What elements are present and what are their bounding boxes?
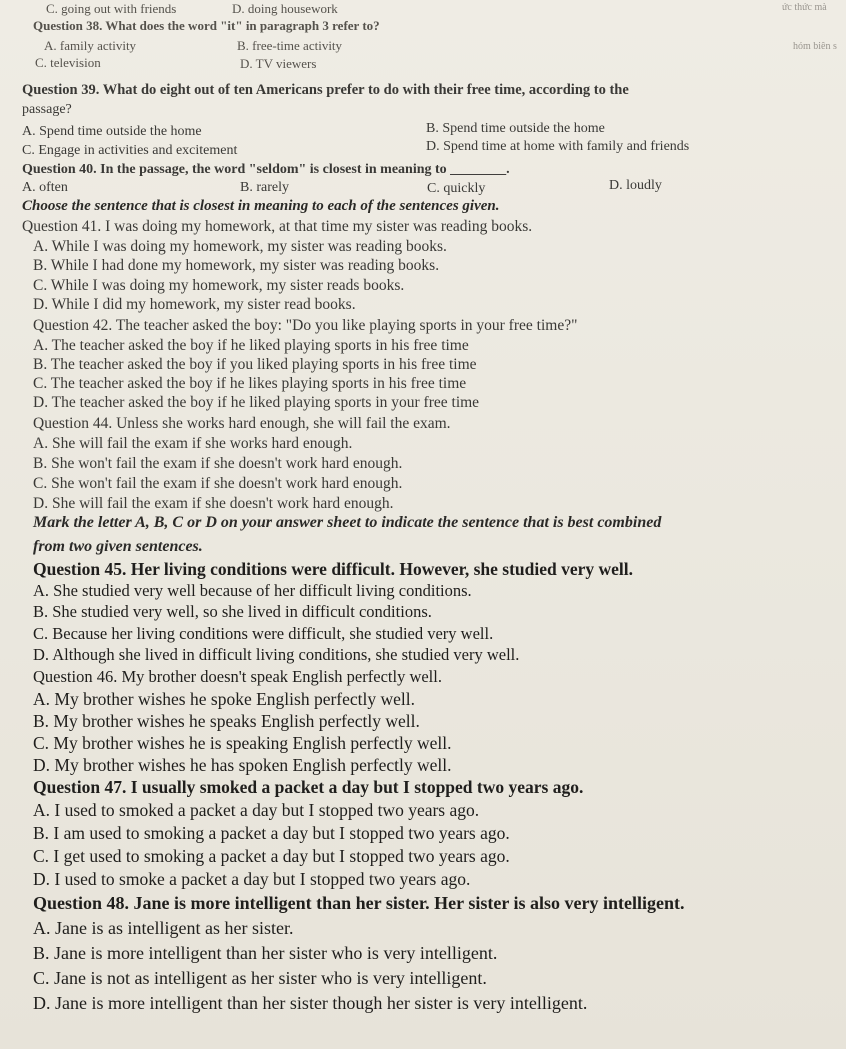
q46-option-a: A. My brother wishes he spoke English perfectly well. [33,689,416,709]
corner-note-top: ức thức mà [782,2,827,13]
q40-option-b: B. rarely [240,180,289,195]
q39-option-c: C. Engage in activities and excitement [22,143,238,158]
section-instruction-closest-meaning: Choose the sentence that is closest in meaning to each of the sentences given. [22,198,500,214]
q47-option-c: C. I get used to smoking a packet a day but I stopped two years ago. [33,846,510,866]
q48-question: Question 48. Jane is more intelligent than her sister. Her sister is also very intelligent. [33,893,685,913]
q42-question: Question 42. The teacher asked the boy: "Do you like playing sports in your free time?" [33,317,578,334]
q38-option-c: C. television [35,55,101,70]
q42-option-d: D. The teacher asked the boy if he liked playing sports in your free time [33,394,480,411]
q38-option-d: D. TV viewers [240,56,317,71]
section-instruction-combine-line2: from two given sentences. [33,538,203,555]
q40-question-text: Question 40. In the passage, the word "seldom" is closest in meaning to ________. [22,162,510,177]
q42-option-c: C. The teacher asked the boy if he likes playing sports in his free time [33,375,467,392]
q44-option-c: C. She won't fail the exam if she doesn't work hard enough. [33,475,403,492]
q45-question: Question 45. Her living conditions were difficult. However, she studied very well. [33,559,634,579]
q48-option-b: B. Jane is more intelligent than her sister who is very intelligent. [33,943,498,963]
q45-option-b: B. She studied very well, so she lived in difficult conditions. [33,602,432,621]
q47-option-b: B. I am used to smoking a packet a day but I stopped two years ago. [33,823,510,843]
q39-option-b: B. Spend time outside the home [426,121,605,136]
q37-option-d: D. doing housework [232,1,338,16]
q39-option-a: A. Spend time outside the home [22,124,202,139]
q44-option-b: B. She won't fail the exam if she doesn't work hard enough. [33,455,403,472]
q38-question: Question 38. What does the word "it" in paragraph 3 refer to? [33,18,380,33]
q39-question-line2: passage? [22,102,72,117]
q41-option-c: C. While I was doing my homework, my sister reads books. [33,277,405,294]
q44-option-a: A. She will fail the exam if she works hard enough. [33,435,353,452]
q47-question: Question 47. I usually smoked a packet a day but I stopped two years ago. [33,777,584,797]
q48-option-c: C. Jane is not as intelligent as her sister who is very intelligent. [33,968,487,988]
q41-option-d: D. While I did my homework, my sister read books. [33,296,356,313]
q44-question: Question 44. Unless she works hard enough, she will fail the exam. [33,415,451,432]
q40-option-a: A. often [22,180,68,195]
q45-option-d: D. Although she lived in difficult living conditions, she studied very well. [33,645,520,664]
q40-question [22,162,510,178]
q38-option-a: A. family activity [44,38,137,53]
q48-option-d: D. Jane is more intelligent than her sister though her sister is very intelligent. [33,993,588,1013]
q41-option-b: B. While I had done my homework, my sister was reading books. [33,257,440,274]
q45-option-c: C. Because her living conditions were difficult, she studied very well. [33,624,494,643]
q38-option-b: B. free-time activity [237,38,343,53]
q41-question-text: Question 41. I was doing my homework, at that time my sister was reading books. [22,218,533,235]
q45-option-a: A. She studied very well because of her difficult living conditions. [33,581,472,600]
q46-question: Question 46. My brother doesn't speak English perfectly well. [33,667,442,686]
q48-option-a: A. Jane is as intelligent as her sister. [33,918,294,938]
q42-option-a: A. The teacher asked the boy if he liked playing sports in his free time [33,337,469,354]
q47-option-a: A. I used to smoked a packet a day but I stopped two years ago. [33,800,480,820]
q46-option-b: B. My brother wishes he speaks English perfectly well. [33,711,420,731]
q42-option-b: B. The teacher asked the boy if you liked playing sports in his free time [33,356,477,373]
q40-option-c: C. quickly [427,181,486,196]
q39-question-line1: Question 39. What do eight out of ten Americans prefer to do with their free time, according to the [22,82,629,98]
q37-option-c: C. going out with friends [46,1,177,16]
q41-question [22,218,532,236]
q40-option-d: D. loudly [609,178,662,193]
section-instruction-combine-line1: Mark the letter A, B, C or D on your answer sheet to indicate the sentence that is best combined [33,514,662,531]
q39-option-d: D. Spend time at home with family and friends [426,139,690,154]
q41-option-a: A. While I was doing my homework, my sister was reading books. [33,238,447,255]
q46-option-c: C. My brother wishes he is speaking English perfectly well. [33,733,452,753]
q46-option-d: D. My brother wishes he has spoken English perfectly well. [33,755,452,775]
q47-option-d: D. I used to smoke a packet a day but I stopped two years ago. [33,869,471,889]
q44-option-d: D. She will fail the exam if she doesn't work hard enough. [33,495,394,512]
corner-note-right: hóm biên s [793,41,837,52]
